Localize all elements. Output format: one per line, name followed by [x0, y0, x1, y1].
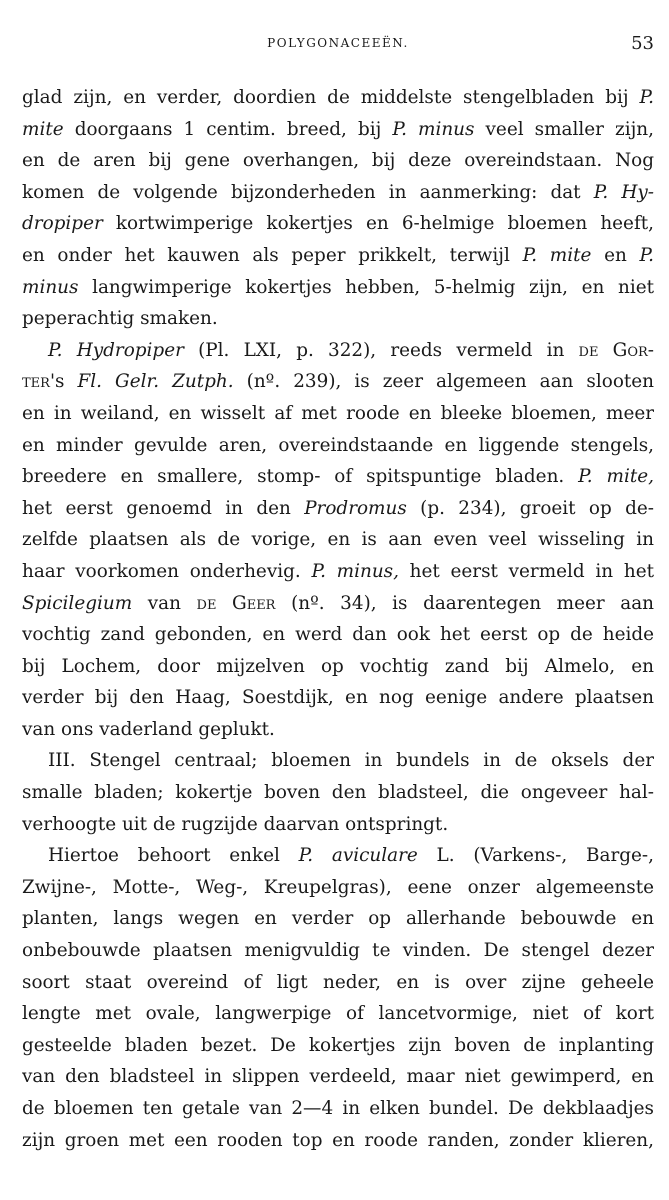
- text-line: [22, 872, 654, 904]
- body-text: [22, 82, 654, 1156]
- italic-text: minus: [22, 276, 79, 298]
- italic-text: P. Hy-: [593, 181, 654, 203]
- italic-text: P. mite,: [578, 466, 654, 488]
- italic-text: Spicilegium: [22, 592, 133, 614]
- italic-text: P. minus,: [311, 560, 399, 582]
- text-line: [22, 461, 654, 493]
- text-line: [22, 177, 654, 209]
- text-segment: komen de volgende bijzonderheden in aanmerking: dat: [22, 181, 594, 203]
- text-segment: de bloemen ten getale van 2—4 in elken bundel. De dekblaadjes: [22, 1098, 654, 1119]
- italic-text: P.: [639, 244, 654, 266]
- text-segment: lengte met ovale, langwerpige of lancetvormige, niet of kort: [22, 1003, 654, 1025]
- text-line: [22, 1061, 654, 1093]
- text-segment: planten, langs wegen en verder op allerhande bebouwde en: [22, 908, 654, 930]
- text-line: [22, 366, 654, 398]
- text-line: [22, 619, 654, 651]
- text-line: [22, 398, 654, 430]
- italic-text: P.: [639, 87, 654, 108]
- text-segment: kortwimperige kokertjes en 6-helmige bloemen heeft,: [102, 213, 654, 235]
- page-number: 53: [631, 33, 654, 54]
- text-line: [22, 82, 654, 114]
- text-line: [22, 430, 654, 462]
- text-line: [22, 208, 654, 240]
- text-line: [22, 335, 654, 367]
- text-line: [22, 777, 654, 809]
- text-line: [22, 998, 654, 1030]
- text-segment: onbebouwde plaatsen menigvuldig te vinden. De stengel dezer: [22, 940, 654, 962]
- text-line: [22, 809, 654, 841]
- text-line: [22, 524, 654, 556]
- text-line: [22, 682, 654, 714]
- text-segment: peperachtig smaken.: [22, 308, 218, 330]
- text-line: [22, 556, 654, 588]
- text-segment: langwimperige kokertjes hebben, 5-helmig zijn, en niet: [78, 276, 654, 298]
- text-line: [22, 935, 654, 967]
- text-segment: glad zijn, en verder, doordien de middelste stengelbladen bij: [22, 87, 640, 108]
- text-segment: van: [132, 592, 197, 614]
- text-line: [22, 651, 654, 683]
- text-segment: (p. 234), groeit op de-: [406, 497, 654, 519]
- text-line: [22, 1093, 654, 1125]
- italic-text: dropiper: [22, 213, 103, 235]
- text-line: [22, 114, 654, 146]
- text-segment: (nº. 239), is zeer algemeen aan slooten: [233, 371, 654, 393]
- text-line: [22, 588, 654, 620]
- italic-text: P. aviculare: [298, 845, 418, 867]
- text-segment: Zwijne-, Motte-, Weg-, Kreupelgras), eene onzer algemeenste: [22, 876, 654, 898]
- italic-text: Fl. Gelr. Zutph.: [77, 371, 234, 393]
- text-segment: veel smaller zijn,: [474, 118, 654, 140]
- text-segment: en in weiland, en wisselt af met roode en bleeke bloemen, meer: [22, 402, 654, 424]
- text-line: [22, 745, 654, 777]
- text-segment: haar voorkomen onderhevig.: [22, 560, 312, 582]
- text-line: [22, 272, 654, 304]
- text-segment: van ons vaderland geplukt.: [22, 718, 275, 740]
- text-line: [22, 840, 654, 872]
- text-segment: Hiertoe behoort enkel: [48, 845, 299, 867]
- italic-text: mite: [22, 118, 64, 140]
- text-segment: het eerst genoemd in den: [22, 497, 305, 519]
- text-segment: (nº. 34), is daarentegen meer aan: [275, 592, 654, 614]
- small-caps-text: ter: [22, 371, 50, 393]
- text-segment: en onder het kauwen als peper prikkelt, terwijl: [22, 244, 523, 266]
- text-segment: L. (Varkens-, Barge-,: [417, 845, 654, 867]
- text-segment: (Pl. LXI, p. 322), reeds vermeld in: [183, 339, 579, 361]
- small-caps-text: de Gor-: [578, 339, 654, 361]
- text-line: [22, 967, 654, 999]
- text-segment: soort staat overeind of ligt neder, en is over zijne geheele: [22, 971, 654, 993]
- text-line: [22, 145, 654, 177]
- text-segment: breedere en smallere, stomp- of spitspuntige bladen.: [22, 466, 579, 488]
- text-line: [22, 903, 654, 935]
- text-segment: van den bladsteel in slippen verdeeld, maar niet gewimperd, en: [22, 1066, 654, 1088]
- italic-text: P. Hydropiper: [48, 339, 184, 361]
- text-segment: en minder gevulde aren, overeindstaande en liggende stengels,: [22, 434, 654, 456]
- text-line: [22, 493, 654, 525]
- text-segment: het eerst vermeld in het: [398, 560, 654, 582]
- text-segment: smalle bladen; kokertje boven den bladsteel, die ongeveer hal-: [22, 782, 654, 804]
- text-segment: verder bij den Haag, Soestdijk, en nog eenige andere plaatsen: [22, 687, 654, 709]
- text-line: [22, 714, 654, 746]
- text-segment: gesteelde bladen bezet. De kokertjes zijn boven de inplanting: [22, 1034, 654, 1056]
- italic-text: P. mite: [522, 244, 592, 266]
- text-segment: bij Lochem, door mijzelven op vochtig zand bij Almelo, en: [22, 655, 654, 677]
- italic-text: P. minus: [392, 118, 475, 140]
- text-segment: en: [591, 244, 640, 266]
- text-segment: doorgaans 1 centim. breed, bij: [63, 118, 393, 140]
- text-segment: zijn groen met een rooden top en roode randen, zonder klieren,: [22, 1129, 654, 1151]
- text-segment: 's: [49, 371, 78, 393]
- running-head: [22, 33, 654, 60]
- italic-text: Prodromus: [304, 497, 407, 519]
- text-segment: zelfde plaatsen als de vorige, en is aan even veel wisseling in: [22, 529, 654, 551]
- text-line: [22, 303, 654, 335]
- small-caps-text: de Geer: [196, 592, 276, 614]
- text-line: [22, 1030, 654, 1062]
- text-line: [22, 240, 654, 272]
- text-segment: III. Stengel centraal; bloemen in bundels in de oksels der: [48, 750, 654, 772]
- running-title: POLYGONACEEËN.: [267, 36, 409, 50]
- text-line: [22, 1125, 654, 1157]
- text-segment: verhoogte uit de rugzijde daarvan ontspringt.: [22, 813, 449, 835]
- text-segment: vochtig zand gebonden, en werd dan ook het eerst op de heide: [22, 624, 654, 646]
- text-segment: en de aren bij gene overhangen, bij deze overeindstaan. Nog: [22, 150, 654, 172]
